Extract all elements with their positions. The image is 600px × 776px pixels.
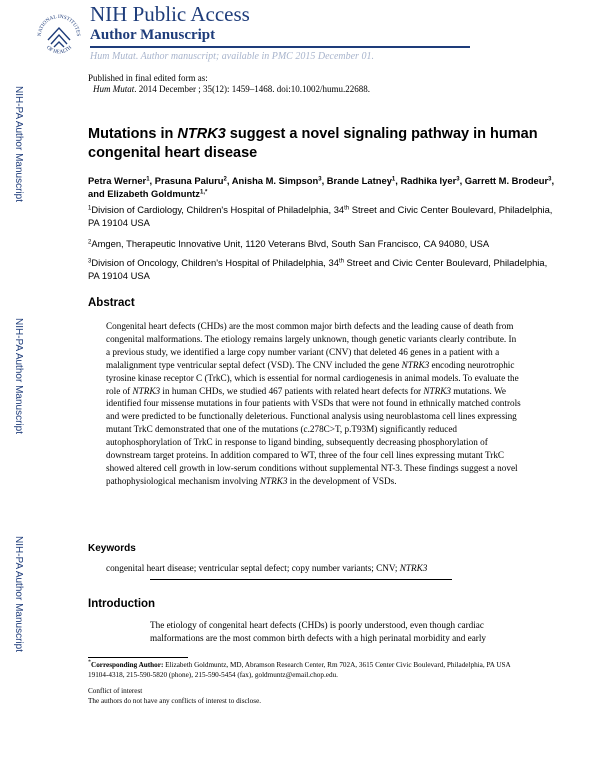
conflict-text: The authors do not have any conflicts of interest to disclose. [88,697,262,705]
abstract-heading: Abstract [88,297,135,309]
abstract-text: Congenital heart defects (CHDs) are the most common major birth defects and the leading cause of death from congenital malformations. The etiology remains largely unknown, though genetic variants clearly contribute. In a previous study, we identified a large copy number variant (CNV) that deleted 46 genes in a patient with a malalignment type ventricular septal defect (VSD). The CNV included the gene NTRK3 encoding neurotrophic tyrosine kinase receptor C (TrkC), which is essential for normal cardiogenesis in animal models. To evaluate the role of NTRK3 in human CHDs, we studied 467 patients with related heart defects for NTRK3 mutations. We identified four missense mutations in four patients with VSDs that were not found in ethnically matched controls and were predicted to be functionally deleterious. Functional analysis using neuroblastoma cell lines expressing mutant TrkC demonstrated that one of the mutations (c.278C>T, p.T93M) significantly reduced autophosphorylation of TrkC in response to ligand binding, subsequently decreasing phosphorylation of downstream target proteins. In addition compared to WT, three of the four cell lines expressing mutant TrkC showed altered cell growth in low-serum conditions without supplemental NT-3. These findings suggest a novel pathophysiological mechanism involving NTRK3 in the development of VSDs. [106,321,521,486]
side-label-middle: NIH-PA Author Manuscript [13,318,24,434]
author-manuscript-subtitle: Author Manuscript [90,27,216,43]
author: Prasuna Paluru$^2$ [154,175,227,186]
author: Garrett M. Brodeur$^3$ [464,175,552,186]
title-part-1: Mutations in [88,126,178,142]
keywords-text: congenital heart disease; ventricular septal defect; copy number variants; CNV; NTRK3 [106,563,428,573]
footnote-divider [88,657,188,658]
author-and: and [88,188,105,199]
keywords-heading: Keywords [88,543,136,554]
published-line: Published in final edited form as: [88,73,208,83]
author: Brande Latney$^1$ [326,175,396,186]
nih-seal-logo [34,4,84,70]
author: Anisha M. Simpson$^3$ [231,175,322,186]
introduction-heading: Introduction [88,598,156,610]
affiliation-2: $^2$Amgen, Therapeutic Innovative Unit, 1120 Veterans Blvd, South San Francisco, CA 94080, USA [88,238,490,249]
seal-text-bottom: OF HEALTH [45,44,73,56]
keywords-divider [150,579,452,580]
corresponding-author-footnote: *Corresponding Author: Elizabeth Goldmuntz, MD, Abramson Research Center, Rm 702A, 3615 Center Civic Boulevard, Philadelphia, PA USA 19104-4318, 215-590-5820 (phone), 215-590-5454 (fax), goldmuntz@email.chop.edu. [88,659,511,679]
introduction-text: The etiology of congenital heart defects (CHDs) is poorly understood, even though cardiac malformations are the most common birth defects with a high perinatal morbidity and early [150,620,487,643]
svg-text:NATIONAL INSTITUTES [37,14,81,37]
affiliation-1: $^1$Division of Cardiology, Children's Hospital of Philadelphia, 34th Street and Civic Center Boulevard, Philadelphia, PA 19104 USA [88,204,553,228]
paper-title [88,125,548,163]
author-list: Petra Werner$^1$, Prasuna Paluru$^2$, Anisha M. Simpson$^3$, Brande Latney$^1$, Radhika Iyer$^3$, Garrett M. Brodeur$^3$, and Elizabeth Goldmuntz$^{1,*}$ [88,175,555,199]
title-gene: NTRK3 [177,126,226,142]
citation-details: . 2014 December ; 35(12): 1459–1468. doi:10.1002/humu.22688. [134,84,370,94]
title-part-2: suggest a novel signaling pathway in human congenital heart disease [88,126,538,161]
author: Petra Werner$^1$ [88,175,150,186]
svg-text:OF HEALTH [45,45,73,56]
seal-emblem-icon [48,28,70,47]
side-label-top: NIH-PA Author Manuscript [13,86,24,202]
pmc-availability-note: Hum Mutat. Author manuscript; available in PMC 2015 December 01. [90,51,374,62]
citation-journal: Hum Mutat [93,84,135,94]
conflict-heading: Conflict of interest [88,687,143,695]
citation-line [93,84,370,94]
seal-text-top: NATIONAL INSTITUTES [36,13,82,37]
nih-public-access-title: NIH Public Access [90,2,250,26]
header-divider [90,46,470,48]
side-label-bottom: NIH-PA Author Manuscript [13,536,24,652]
author: Elizabeth Goldmuntz$^{1,*}$ [107,188,208,199]
author: Radhika Iyer$^3$ [400,175,460,186]
affiliation-3: $^3$Division of Oncology, Children's Hospital of Philadelphia, 34th Street and Civic Center Boulevard, Philadelphia, PA 19104 USA [88,257,548,281]
